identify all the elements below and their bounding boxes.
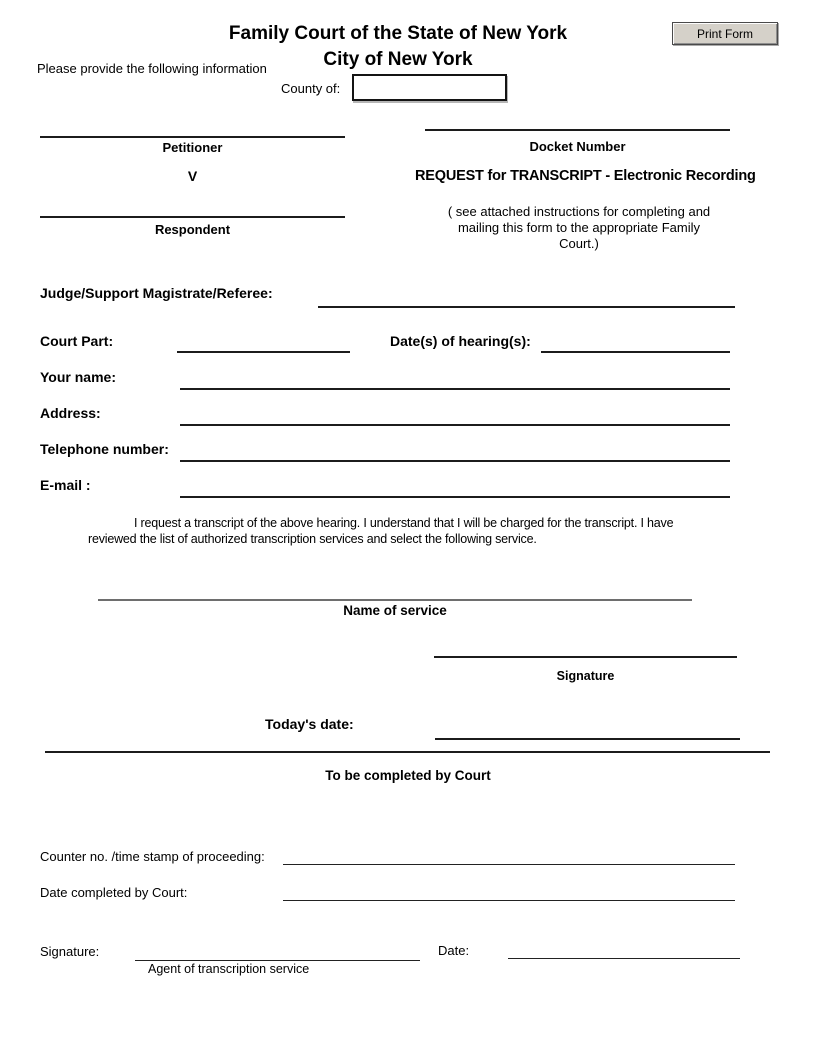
petitioner-field[interactable] [40,136,345,138]
versus-label: V [187,168,198,184]
county-input[interactable] [352,74,507,101]
address-label: Address: [40,405,101,421]
court-signature-label: Signature: [40,944,100,959]
name-of-service-label: Name of service [343,603,447,618]
your-name-label: Your name: [40,369,116,385]
form-title-line2: City of New York [323,49,473,70]
docket-number-field[interactable] [425,129,730,131]
request-transcript-heading: REQUEST for TRANSCRIPT - Electronic Recording [415,168,756,184]
name-of-service-field[interactable] [98,599,692,601]
form-title-line1: Family Court of the State of New York [228,23,568,44]
telephone-field[interactable] [180,460,730,462]
todays-date-field[interactable] [435,738,740,740]
respondent-field[interactable] [40,216,345,218]
court-date-field[interactable] [508,958,740,959]
date-completed-field[interactable] [283,900,735,901]
docket-number-label: Docket Number [529,139,626,154]
court-section-heading: To be completed by Court [325,768,491,783]
judge-field[interactable] [318,306,735,308]
signature-label: Signature [556,669,615,683]
attached-instructions-note: ( see attached instructions for completing and mailing this form to the appropriate Family Court.) [447,204,711,251]
hearing-dates-field[interactable] [541,351,730,353]
counter-label: Counter no. /time stamp of proceeding: [40,849,265,864]
judge-label: Judge/Support Magistrate/Referee: [40,285,273,301]
email-label: E-mail : [40,477,91,493]
county-label: County of: [281,81,341,96]
todays-date-label: Today's date: [265,716,354,732]
provide-info-note: Please provide the following information [37,61,267,76]
section-divider [45,751,770,753]
petitioner-label: Petitioner [162,140,223,155]
telephone-label: Telephone number: [40,441,169,457]
your-name-field[interactable] [180,388,730,390]
hearing-dates-label: Date(s) of hearing(s): [390,333,531,349]
signature-field[interactable] [434,656,737,658]
address-field[interactable] [180,424,730,426]
declaration-paragraph: I request a transcript of the above hearing. I understand that I will be charged for the transcript. I have reviewed the list of authorized transcription services and select the following service. [88,516,674,546]
email-field[interactable] [180,496,730,498]
print-form-button[interactable]: Print Form [672,22,778,45]
agent-label: Agent of transcription service [148,962,310,976]
court-part-field[interactable] [177,351,350,353]
counter-field[interactable] [283,864,735,865]
date-completed-label: Date completed by Court: [40,885,188,900]
respondent-label: Respondent [154,222,231,237]
court-part-label: Court Part: [40,333,114,349]
court-signature-field[interactable] [135,960,420,961]
court-date-label: Date: [438,943,470,958]
